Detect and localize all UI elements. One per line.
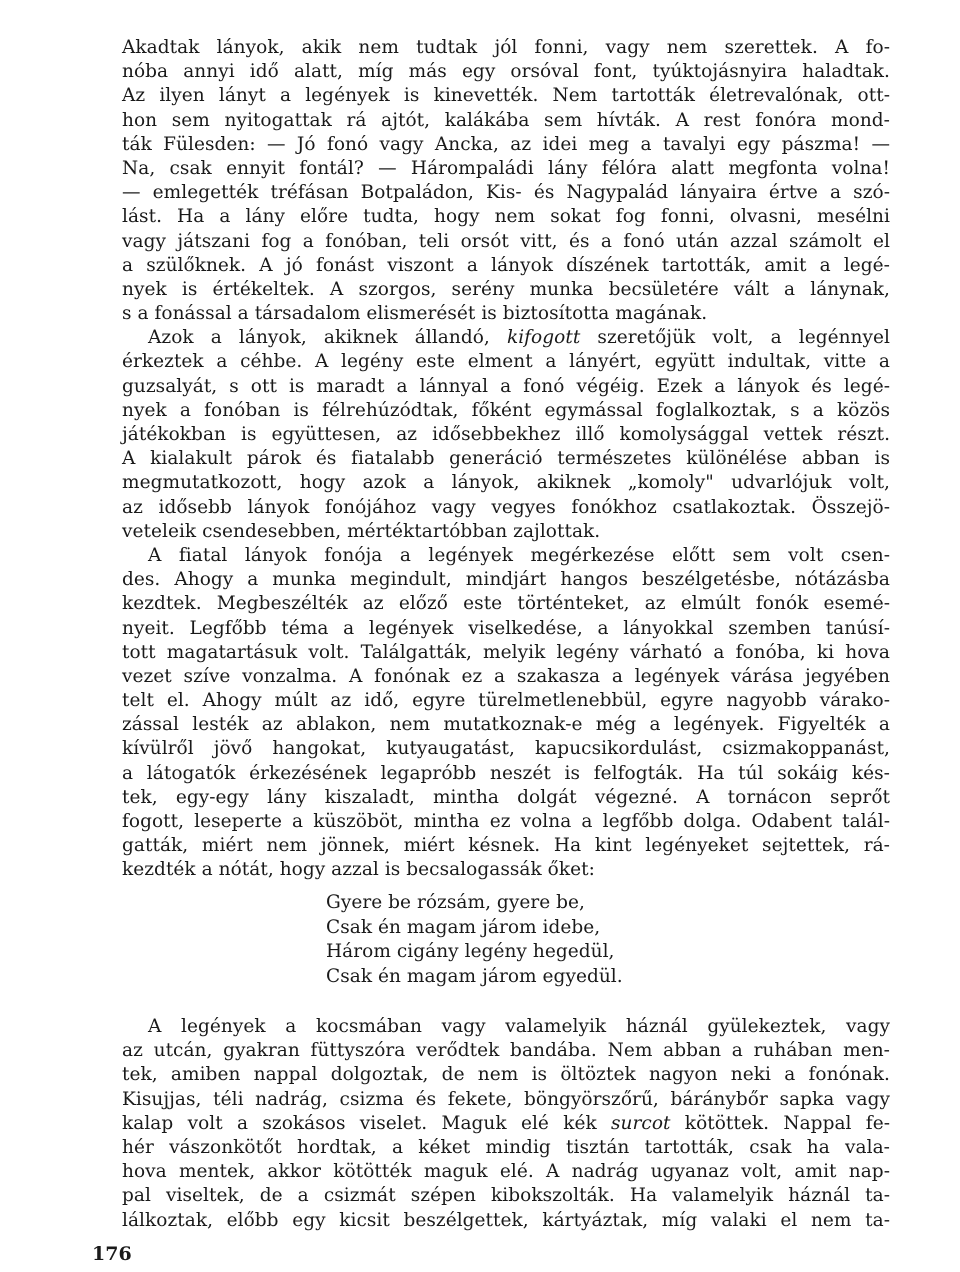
text-line: lást. Ha a lány előre tudta, hogy nem sokat fog fonni, olvasni, mesélni [122, 206, 890, 228]
text-line: tek, egy-egy lány kiszaladt, mintha dolgát végezné. A tornácon seprőt [122, 786, 890, 808]
text-line: a szülőknek. A jó fonást viszont a lányok díszének tartották, amit a legé- [122, 254, 890, 276]
text-line: fogott, leseperte a küszöböt, mintha ez volna a legfőbb dolga. Odabent talál- [122, 811, 890, 832]
text-line: gatták, miért nem jönnek, miért késnek. Ha kint legényeket sejtettek, rá- [122, 835, 890, 857]
verse-line: Gyere be rózsám, gyere be, [326, 892, 585, 913]
text-line: pal viseltek, de a csizmát szépen kibokszolták. Ha valamelyik háznál ta- [122, 1185, 890, 1207]
text-line: a látogatók érkezésének legapróbb neszét is felfogták. Ha túl sokáig kés- [122, 762, 890, 784]
text-line: vezet szíve vonzalma. A fonónak ez a szakasza a legények várása jegyében [122, 665, 890, 687]
text-line: vagy játszani fog a fonóban, teli orsót vitt, és a fonó után azzal számolt el [122, 230, 890, 252]
text-line: játékokban is együttesen, az idősebbekhez illő komolysággal vettek részt. [122, 424, 890, 445]
italic-term: kifogott [506, 327, 581, 349]
text-line: veteleik csendesebben, mértéktartóbban zajlottak. [122, 520, 601, 542]
page-number: 176 [92, 1243, 132, 1265]
text-line: hon sem nyitogattak rá ajtót, kalákába sem hívták. A rest fonóra mond- [122, 109, 890, 131]
paragraph-block-legenyek [122, 1015, 890, 1233]
text-line: ták Fülesden: — Jó fonó vagy Ancka, az idei meg a tavalyi egy pászma! — [122, 133, 890, 155]
text-line: A legények a kocsmában vagy valamelyik háznál gyülekeztek, vagy [148, 1016, 890, 1037]
text-line: megmutatkozott, hogy azok a lányok, akiknek „komoly" udvarlójuk volt, [122, 472, 890, 494]
verse-line: Csak én magam járom egyedül. [326, 965, 623, 987]
text-line: érkeztek a céhbe. A legény este elment a lányért, együtt indultak, vitte a [122, 351, 890, 373]
text-line: A fiatal lányok fonója a legények megérkezése előtt sem volt csen- [148, 544, 890, 566]
verse-line: Csak én magam járom idebe, [326, 916, 601, 938]
text-line: s a fonással a társadalom elismerését is biztosította magának. [122, 303, 708, 325]
text-line: kívülről jövő hangokat, kutyaugatást, kapucsikordulást, csizmakoppanást, [122, 738, 890, 760]
italic-term: surcot [611, 1112, 671, 1134]
text-line: nóba annyi idő alatt, míg más egy orsóval font, tyúktojásnyira haladtak. [122, 61, 890, 83]
text-line: hova mentek, akkor kötötték maguk elé. A nadrág ugyanaz volt, amit nap- [122, 1161, 890, 1183]
text-line: kezdtek. Megbeszélték az előző este történteket, az elmúlt fonók esemé- [122, 593, 890, 615]
text-line: des. Ahogy a munka megindult, mindjárt hangos beszélgetésbe, nótázásba [122, 569, 890, 591]
text-line: tott magatartásuk volt. Találgatták, melyik legény várható a fonóba, ki hova [122, 641, 890, 663]
text-line: kezdték a nótát, hogy azzal is becsalogassák őket: [122, 859, 595, 881]
text-line: hér vászonkötőt hordtak, a kéket mindig tisztán tartották, csak ha vala- [122, 1136, 890, 1158]
text-line: az idősebb lányok fonójához vagy vegyes fonókhoz csatlakoztak. Összejö- [122, 496, 890, 518]
text-line: nyek a fonóban is félrehúzódtak, főként egymással foglalkoztak, s a közös [122, 399, 890, 421]
text-line: Azok a lányok, akiknek állandó, kifogott szeretőjük volt, a legénnyel [148, 327, 890, 349]
text-line: nyek is értékeltek. A szorgos, serény munka becsületére vált a lánynak, [122, 278, 890, 300]
text-line: Na, csak ennyit fontál? — Hárompaládi lány félóra alatt megfonta volna! [122, 157, 890, 179]
text-line: A kialakult párok és fiatalabb generáció természetes különélése abban is [122, 448, 890, 470]
text-line: kalap volt a szokásos viselet. Maguk elé kék surcot kötöttek. Nappal fe- [122, 1112, 890, 1134]
text-line: Az ilyen lányt a legények is kinevették. Nem tartották életrevalónak, ott- [122, 85, 890, 107]
text-line: guzsalyát, s ott is maradt a lánnyal a fonó végéig. Ezek a lányok és legé- [122, 375, 890, 397]
text-line: Akadtak lányok, akik nem tudtak jól fonni, vagy nem szerettek. A fo- [122, 37, 890, 58]
paragraph-block-fonas [122, 36, 890, 883]
verse-line: Három cigány legény hegedül, [326, 941, 615, 963]
text-line: az utcán, gyakran füttyszóra verődtek bandába. Nem abban a ruhában men- [122, 1040, 890, 1062]
text-line: nyeit. Legfőbb téma a legények viselkedése, a lányokkal szemben tanúsí- [122, 617, 890, 639]
folk-song-verse [326, 891, 746, 989]
text-line: lálkoztak, előbb egy kicsit beszélgettek, kártyáztak, míg valaki el nem ta- [122, 1209, 890, 1231]
text-line: — emlegették tréfásan Botpaládon, Kis- és Nagypalád lányaira értve a szó- [122, 182, 890, 204]
text-line: zással lesték az ablakon, nem mutatkoznak-e még a legények. Figyelték a [122, 714, 890, 736]
text-line: telt el. Ahogy múlt az idő, egyre türelmetlenebbül, egyre nagyobb várako- [122, 690, 890, 712]
text-line: tek, amiben nappal dolgoztak, de nem is öltöztek nagyon neki a fonónak. [122, 1064, 890, 1086]
text-line: Kisujjas, téli nadrág, csizma és fekete, böngyörszőrű, báránybőr sapka vagy [122, 1088, 890, 1110]
